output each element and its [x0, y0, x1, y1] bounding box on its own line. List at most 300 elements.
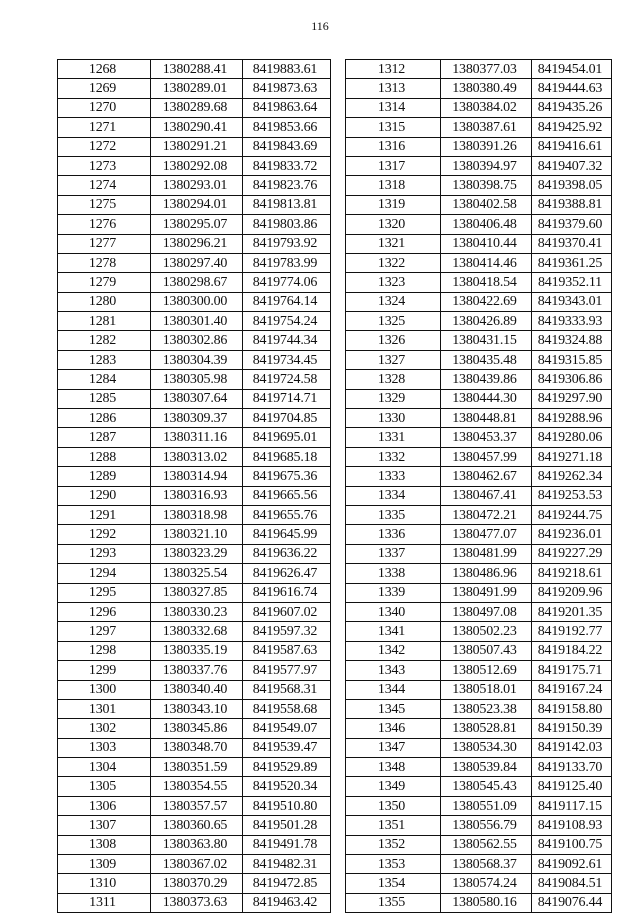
- y-coordinate-cell: 8419324.88: [532, 331, 612, 350]
- x-coordinate-cell: 1380360.65: [151, 816, 243, 835]
- y-coordinate-cell: 8419636.22: [243, 544, 331, 563]
- y-coordinate-cell: 8419754.24: [243, 312, 331, 331]
- x-coordinate-cell: 1380345.86: [151, 719, 243, 738]
- table-row: [58, 312, 331, 331]
- table-body: [346, 60, 612, 913]
- table-row: [346, 79, 612, 98]
- table-row: [58, 583, 331, 602]
- table-row: [346, 292, 612, 311]
- y-coordinate-cell: 8419577.97: [243, 661, 331, 680]
- y-coordinate-cell: 8419774.06: [243, 273, 331, 292]
- point-number-cell: 1341: [346, 622, 441, 641]
- y-coordinate-cell: 8419227.29: [532, 544, 612, 563]
- point-number-cell: 1270: [58, 98, 151, 117]
- y-coordinate-cell: 8419655.76: [243, 505, 331, 524]
- y-coordinate-cell: 8419092.61: [532, 855, 612, 874]
- y-coordinate-cell: 8419472.85: [243, 874, 331, 893]
- x-coordinate-cell: 1380293.01: [151, 176, 243, 195]
- x-coordinate-cell: 1380289.68: [151, 98, 243, 117]
- x-coordinate-cell: 1380321.10: [151, 525, 243, 544]
- point-number-cell: 1352: [346, 835, 441, 854]
- table-row: [58, 796, 331, 815]
- table-row: [58, 855, 331, 874]
- y-coordinate-cell: 8419482.31: [243, 855, 331, 874]
- x-coordinate-cell: 1380297.40: [151, 253, 243, 272]
- y-coordinate-cell: 8419491.78: [243, 835, 331, 854]
- y-coordinate-cell: 8419714.71: [243, 389, 331, 408]
- x-coordinate-cell: 1380357.57: [151, 796, 243, 815]
- table-row: [58, 350, 331, 369]
- x-coordinate-cell: 1380291.21: [151, 137, 243, 156]
- table-row: [346, 428, 612, 447]
- y-coordinate-cell: 8419236.01: [532, 525, 612, 544]
- x-coordinate-cell: 1380467.41: [441, 486, 532, 505]
- point-number-cell: 1309: [58, 855, 151, 874]
- point-number-cell: 1324: [346, 292, 441, 311]
- point-number-cell: 1293: [58, 544, 151, 563]
- y-coordinate-cell: 8419416.61: [532, 137, 612, 156]
- table-row: [346, 215, 612, 234]
- table-row: [346, 389, 612, 408]
- x-coordinate-cell: 1380391.26: [441, 137, 532, 156]
- x-coordinate-cell: 1380354.55: [151, 777, 243, 796]
- point-number-cell: 1345: [346, 699, 441, 718]
- table-row: [346, 273, 612, 292]
- point-number-cell: 1268: [58, 60, 151, 79]
- x-coordinate-cell: 1380414.46: [441, 253, 532, 272]
- y-coordinate-cell: 8419843.69: [243, 137, 331, 156]
- table-row: [346, 816, 612, 835]
- y-coordinate-cell: 8419288.96: [532, 409, 612, 428]
- x-coordinate-cell: 1380545.43: [441, 777, 532, 796]
- table-row: [346, 564, 612, 583]
- point-number-cell: 1279: [58, 273, 151, 292]
- table-row: [346, 699, 612, 718]
- x-coordinate-cell: 1380373.63: [151, 893, 243, 912]
- point-number-cell: 1296: [58, 602, 151, 621]
- x-coordinate-cell: 1380314.94: [151, 467, 243, 486]
- x-coordinate-cell: 1380311.16: [151, 428, 243, 447]
- table-row: [346, 467, 612, 486]
- point-number-cell: 1276: [58, 215, 151, 234]
- y-coordinate-cell: 8419665.56: [243, 486, 331, 505]
- table-row: [346, 641, 612, 660]
- x-coordinate-cell: 1380497.08: [441, 602, 532, 621]
- y-coordinate-cell: 8419108.93: [532, 816, 612, 835]
- y-coordinate-cell: 8419853.66: [243, 118, 331, 137]
- y-coordinate-cell: 8419280.06: [532, 428, 612, 447]
- table-row: [346, 661, 612, 680]
- point-number-cell: 1269: [58, 79, 151, 98]
- point-number-cell: 1311: [58, 893, 151, 912]
- x-coordinate-cell: 1380288.41: [151, 60, 243, 79]
- table-row: [346, 738, 612, 757]
- y-coordinate-cell: 8419734.45: [243, 350, 331, 369]
- y-coordinate-cell: 8419125.40: [532, 777, 612, 796]
- y-coordinate-cell: 8419813.81: [243, 195, 331, 214]
- x-coordinate-cell: 1380318.98: [151, 505, 243, 524]
- x-coordinate-cell: 1380418.54: [441, 273, 532, 292]
- y-coordinate-cell: 8419685.18: [243, 447, 331, 466]
- point-number-cell: 1342: [346, 641, 441, 660]
- table-row: [58, 680, 331, 699]
- table-row: [58, 60, 331, 79]
- table-row: [58, 641, 331, 660]
- point-number-cell: 1301: [58, 699, 151, 718]
- table-row: [58, 622, 331, 641]
- x-coordinate-cell: 1380462.67: [441, 467, 532, 486]
- y-coordinate-cell: 8419192.77: [532, 622, 612, 641]
- x-coordinate-cell: 1380512.69: [441, 661, 532, 680]
- point-number-cell: 1327: [346, 350, 441, 369]
- x-coordinate-cell: 1380298.67: [151, 273, 243, 292]
- point-number-cell: 1313: [346, 79, 441, 98]
- point-number-cell: 1330: [346, 409, 441, 428]
- x-coordinate-cell: 1380302.86: [151, 331, 243, 350]
- x-coordinate-cell: 1380556.79: [441, 816, 532, 835]
- y-coordinate-cell: 8419100.75: [532, 835, 612, 854]
- x-coordinate-cell: 1380300.00: [151, 292, 243, 311]
- x-coordinate-cell: 1380457.99: [441, 447, 532, 466]
- y-coordinate-cell: 8419184.22: [532, 641, 612, 660]
- table-row: [58, 370, 331, 389]
- point-number-cell: 1304: [58, 758, 151, 777]
- table-row: [346, 622, 612, 641]
- y-coordinate-cell: 8419529.89: [243, 758, 331, 777]
- table-row: [346, 777, 612, 796]
- point-number-cell: 1299: [58, 661, 151, 680]
- y-coordinate-cell: 8419379.60: [532, 215, 612, 234]
- table-row: [58, 389, 331, 408]
- point-number-cell: 1283: [58, 350, 151, 369]
- point-number-cell: 1280: [58, 292, 151, 311]
- y-coordinate-cell: 8419783.99: [243, 253, 331, 272]
- y-coordinate-cell: 8419142.03: [532, 738, 612, 757]
- y-coordinate-cell: 8419863.64: [243, 98, 331, 117]
- table-row: [346, 234, 612, 253]
- point-number-cell: 1350: [346, 796, 441, 815]
- point-number-cell: 1348: [346, 758, 441, 777]
- x-coordinate-cell: 1380340.40: [151, 680, 243, 699]
- x-coordinate-cell: 1380410.44: [441, 234, 532, 253]
- y-coordinate-cell: 8419626.47: [243, 564, 331, 583]
- point-number-cell: 1347: [346, 738, 441, 757]
- point-number-cell: 1297: [58, 622, 151, 641]
- y-coordinate-cell: 8419803.86: [243, 215, 331, 234]
- y-coordinate-cell: 8419218.61: [532, 564, 612, 583]
- point-number-cell: 1354: [346, 874, 441, 893]
- table-row: [58, 98, 331, 117]
- x-coordinate-cell: 1380562.55: [441, 835, 532, 854]
- table-row: [346, 893, 612, 912]
- y-coordinate-cell: 8419158.80: [532, 699, 612, 718]
- point-number-cell: 1277: [58, 234, 151, 253]
- x-coordinate-cell: 1380304.39: [151, 350, 243, 369]
- table-row: [58, 874, 331, 893]
- point-number-cell: 1319: [346, 195, 441, 214]
- table-row: [58, 505, 331, 524]
- table-row: [58, 564, 331, 583]
- table-row: [346, 137, 612, 156]
- point-number-cell: 1336: [346, 525, 441, 544]
- point-number-cell: 1355: [346, 893, 441, 912]
- x-coordinate-cell: 1380343.10: [151, 699, 243, 718]
- table-row: [58, 758, 331, 777]
- x-coordinate-cell: 1380295.07: [151, 215, 243, 234]
- point-number-cell: 1317: [346, 156, 441, 175]
- point-number-cell: 1289: [58, 467, 151, 486]
- table-row: [58, 79, 331, 98]
- table-row: [58, 816, 331, 835]
- y-coordinate-cell: 8419297.90: [532, 389, 612, 408]
- y-coordinate-cell: 8419398.05: [532, 176, 612, 195]
- x-coordinate-cell: 1380398.75: [441, 176, 532, 195]
- x-coordinate-cell: 1380472.21: [441, 505, 532, 524]
- point-number-cell: 1344: [346, 680, 441, 699]
- y-coordinate-cell: 8419744.34: [243, 331, 331, 350]
- x-coordinate-cell: 1380394.97: [441, 156, 532, 175]
- table-row: [346, 583, 612, 602]
- x-coordinate-cell: 1380518.01: [441, 680, 532, 699]
- y-coordinate-cell: 8419704.85: [243, 409, 331, 428]
- table-row: [346, 409, 612, 428]
- x-coordinate-cell: 1380534.30: [441, 738, 532, 757]
- x-coordinate-cell: 1380507.43: [441, 641, 532, 660]
- table-row: [58, 544, 331, 563]
- table-row: [58, 195, 331, 214]
- x-coordinate-cell: 1380426.89: [441, 312, 532, 331]
- table-row: [346, 602, 612, 621]
- table-row: [58, 409, 331, 428]
- table-row: [58, 331, 331, 350]
- point-number-cell: 1305: [58, 777, 151, 796]
- x-coordinate-cell: 1380431.15: [441, 331, 532, 350]
- x-coordinate-cell: 1380406.48: [441, 215, 532, 234]
- point-number-cell: 1335: [346, 505, 441, 524]
- table-row: [346, 253, 612, 272]
- x-coordinate-cell: 1380337.76: [151, 661, 243, 680]
- x-coordinate-cell: 1380335.19: [151, 641, 243, 660]
- point-number-cell: 1343: [346, 661, 441, 680]
- table-row: [58, 835, 331, 854]
- point-number-cell: 1328: [346, 370, 441, 389]
- point-number-cell: 1294: [58, 564, 151, 583]
- point-number-cell: 1326: [346, 331, 441, 350]
- y-coordinate-cell: 8419873.63: [243, 79, 331, 98]
- x-coordinate-cell: 1380435.48: [441, 350, 532, 369]
- point-number-cell: 1291: [58, 505, 151, 524]
- point-number-cell: 1298: [58, 641, 151, 660]
- point-number-cell: 1323: [346, 273, 441, 292]
- table-row: [58, 156, 331, 175]
- y-coordinate-cell: 8419675.36: [243, 467, 331, 486]
- point-number-cell: 1346: [346, 719, 441, 738]
- point-number-cell: 1306: [58, 796, 151, 815]
- x-coordinate-cell: 1380323.29: [151, 544, 243, 563]
- x-coordinate-cell: 1380422.69: [441, 292, 532, 311]
- x-coordinate-cell: 1380539.84: [441, 758, 532, 777]
- x-coordinate-cell: 1380486.96: [441, 564, 532, 583]
- x-coordinate-cell: 1380294.01: [151, 195, 243, 214]
- y-coordinate-cell: 8419167.24: [532, 680, 612, 699]
- table-row: [58, 602, 331, 621]
- y-coordinate-cell: 8419201.35: [532, 602, 612, 621]
- x-coordinate-cell: 1380384.02: [441, 98, 532, 117]
- table-row: [58, 719, 331, 738]
- point-number-cell: 1278: [58, 253, 151, 272]
- table-row: [346, 331, 612, 350]
- y-coordinate-cell: 8419361.25: [532, 253, 612, 272]
- point-number-cell: 1284: [58, 370, 151, 389]
- x-coordinate-cell: 1380290.41: [151, 118, 243, 137]
- point-number-cell: 1308: [58, 835, 151, 854]
- y-coordinate-cell: 8419315.85: [532, 350, 612, 369]
- y-coordinate-cell: 8419370.41: [532, 234, 612, 253]
- point-number-cell: 1338: [346, 564, 441, 583]
- y-coordinate-cell: 8419510.80: [243, 796, 331, 815]
- y-coordinate-cell: 8419084.51: [532, 874, 612, 893]
- x-coordinate-cell: 1380325.54: [151, 564, 243, 583]
- point-number-cell: 1351: [346, 816, 441, 835]
- point-number-cell: 1318: [346, 176, 441, 195]
- table-row: [346, 350, 612, 369]
- point-number-cell: 1340: [346, 602, 441, 621]
- y-coordinate-cell: 8419076.44: [532, 893, 612, 912]
- x-coordinate-cell: 1380551.09: [441, 796, 532, 815]
- point-number-cell: 1275: [58, 195, 151, 214]
- table-row: [346, 98, 612, 117]
- x-coordinate-cell: 1380380.49: [441, 79, 532, 98]
- point-number-cell: 1302: [58, 719, 151, 738]
- point-number-cell: 1349: [346, 777, 441, 796]
- table-row: [346, 447, 612, 466]
- point-number-cell: 1333: [346, 467, 441, 486]
- point-number-cell: 1282: [58, 331, 151, 350]
- y-coordinate-cell: 8419539.47: [243, 738, 331, 757]
- point-number-cell: 1295: [58, 583, 151, 602]
- table-row: [58, 137, 331, 156]
- table-row: [346, 60, 612, 79]
- y-coordinate-cell: 8419454.01: [532, 60, 612, 79]
- x-coordinate-cell: 1380377.03: [441, 60, 532, 79]
- y-coordinate-cell: 8419793.92: [243, 234, 331, 253]
- point-number-cell: 1272: [58, 137, 151, 156]
- y-coordinate-cell: 8419150.39: [532, 719, 612, 738]
- y-coordinate-cell: 8419823.76: [243, 176, 331, 195]
- table-row: [58, 486, 331, 505]
- table-row: [346, 855, 612, 874]
- x-coordinate-cell: 1380528.81: [441, 719, 532, 738]
- y-coordinate-cell: 8419833.72: [243, 156, 331, 175]
- y-coordinate-cell: 8419724.58: [243, 370, 331, 389]
- table-row: [58, 234, 331, 253]
- point-number-cell: 1337: [346, 544, 441, 563]
- table-row: [346, 156, 612, 175]
- point-number-cell: 1314: [346, 98, 441, 117]
- point-number-cell: 1310: [58, 874, 151, 893]
- x-coordinate-cell: 1380523.38: [441, 699, 532, 718]
- point-number-cell: 1273: [58, 156, 151, 175]
- point-number-cell: 1332: [346, 447, 441, 466]
- point-number-cell: 1322: [346, 253, 441, 272]
- x-coordinate-cell: 1380580.16: [441, 893, 532, 912]
- point-number-cell: 1312: [346, 60, 441, 79]
- table-row: [346, 486, 612, 505]
- point-number-cell: 1316: [346, 137, 441, 156]
- x-coordinate-cell: 1380309.37: [151, 409, 243, 428]
- table-row: [58, 525, 331, 544]
- y-coordinate-cell: 8419262.34: [532, 467, 612, 486]
- y-coordinate-cell: 8419352.11: [532, 273, 612, 292]
- x-coordinate-cell: 1380296.21: [151, 234, 243, 253]
- x-coordinate-cell: 1380574.24: [441, 874, 532, 893]
- y-coordinate-cell: 8419501.28: [243, 816, 331, 835]
- y-coordinate-cell: 8419425.92: [532, 118, 612, 137]
- table-row: [346, 796, 612, 815]
- y-coordinate-cell: 8419558.68: [243, 699, 331, 718]
- table-row: [346, 758, 612, 777]
- table-row: [58, 215, 331, 234]
- table-row: [58, 738, 331, 757]
- table-row: [346, 680, 612, 699]
- point-number-cell: 1303: [58, 738, 151, 757]
- table-row: [346, 118, 612, 137]
- x-coordinate-cell: 1380363.80: [151, 835, 243, 854]
- table-row: [58, 273, 331, 292]
- point-number-cell: 1290: [58, 486, 151, 505]
- y-coordinate-cell: 8419463.42: [243, 893, 331, 912]
- x-coordinate-cell: 1380313.02: [151, 447, 243, 466]
- y-coordinate-cell: 8419883.61: [243, 60, 331, 79]
- y-coordinate-cell: 8419568.31: [243, 680, 331, 699]
- table-row: [346, 176, 612, 195]
- y-coordinate-cell: 8419306.86: [532, 370, 612, 389]
- x-coordinate-cell: 1380327.85: [151, 583, 243, 602]
- table-row: [58, 447, 331, 466]
- point-number-cell: 1288: [58, 447, 151, 466]
- point-number-cell: 1321: [346, 234, 441, 253]
- y-coordinate-cell: 8419117.15: [532, 796, 612, 815]
- x-coordinate-cell: 1380332.68: [151, 622, 243, 641]
- x-coordinate-cell: 1380289.01: [151, 79, 243, 98]
- y-coordinate-cell: 8419271.18: [532, 447, 612, 466]
- table-row: [58, 661, 331, 680]
- y-coordinate-cell: 8419597.32: [243, 622, 331, 641]
- y-coordinate-cell: 8419407.32: [532, 156, 612, 175]
- x-coordinate-cell: 1380481.99: [441, 544, 532, 563]
- page-number: 116: [311, 19, 329, 33]
- x-coordinate-cell: 1380491.99: [441, 583, 532, 602]
- y-coordinate-cell: 8419764.14: [243, 292, 331, 311]
- table-row: [58, 777, 331, 796]
- x-coordinate-cell: 1380301.40: [151, 312, 243, 331]
- y-coordinate-cell: 8419520.34: [243, 777, 331, 796]
- table-row: [346, 544, 612, 563]
- y-coordinate-cell: 8419388.81: [532, 195, 612, 214]
- table-row: [58, 893, 331, 912]
- x-coordinate-cell: 1380316.93: [151, 486, 243, 505]
- y-coordinate-cell: 8419549.07: [243, 719, 331, 738]
- x-coordinate-cell: 1380402.58: [441, 195, 532, 214]
- x-coordinate-cell: 1380307.64: [151, 389, 243, 408]
- point-number-cell: 1353: [346, 855, 441, 874]
- y-coordinate-cell: 8419244.75: [532, 505, 612, 524]
- table-row: [346, 195, 612, 214]
- x-coordinate-cell: 1380351.59: [151, 758, 243, 777]
- x-coordinate-cell: 1380292.08: [151, 156, 243, 175]
- x-coordinate-cell: 1380568.37: [441, 855, 532, 874]
- point-number-cell: 1281: [58, 312, 151, 331]
